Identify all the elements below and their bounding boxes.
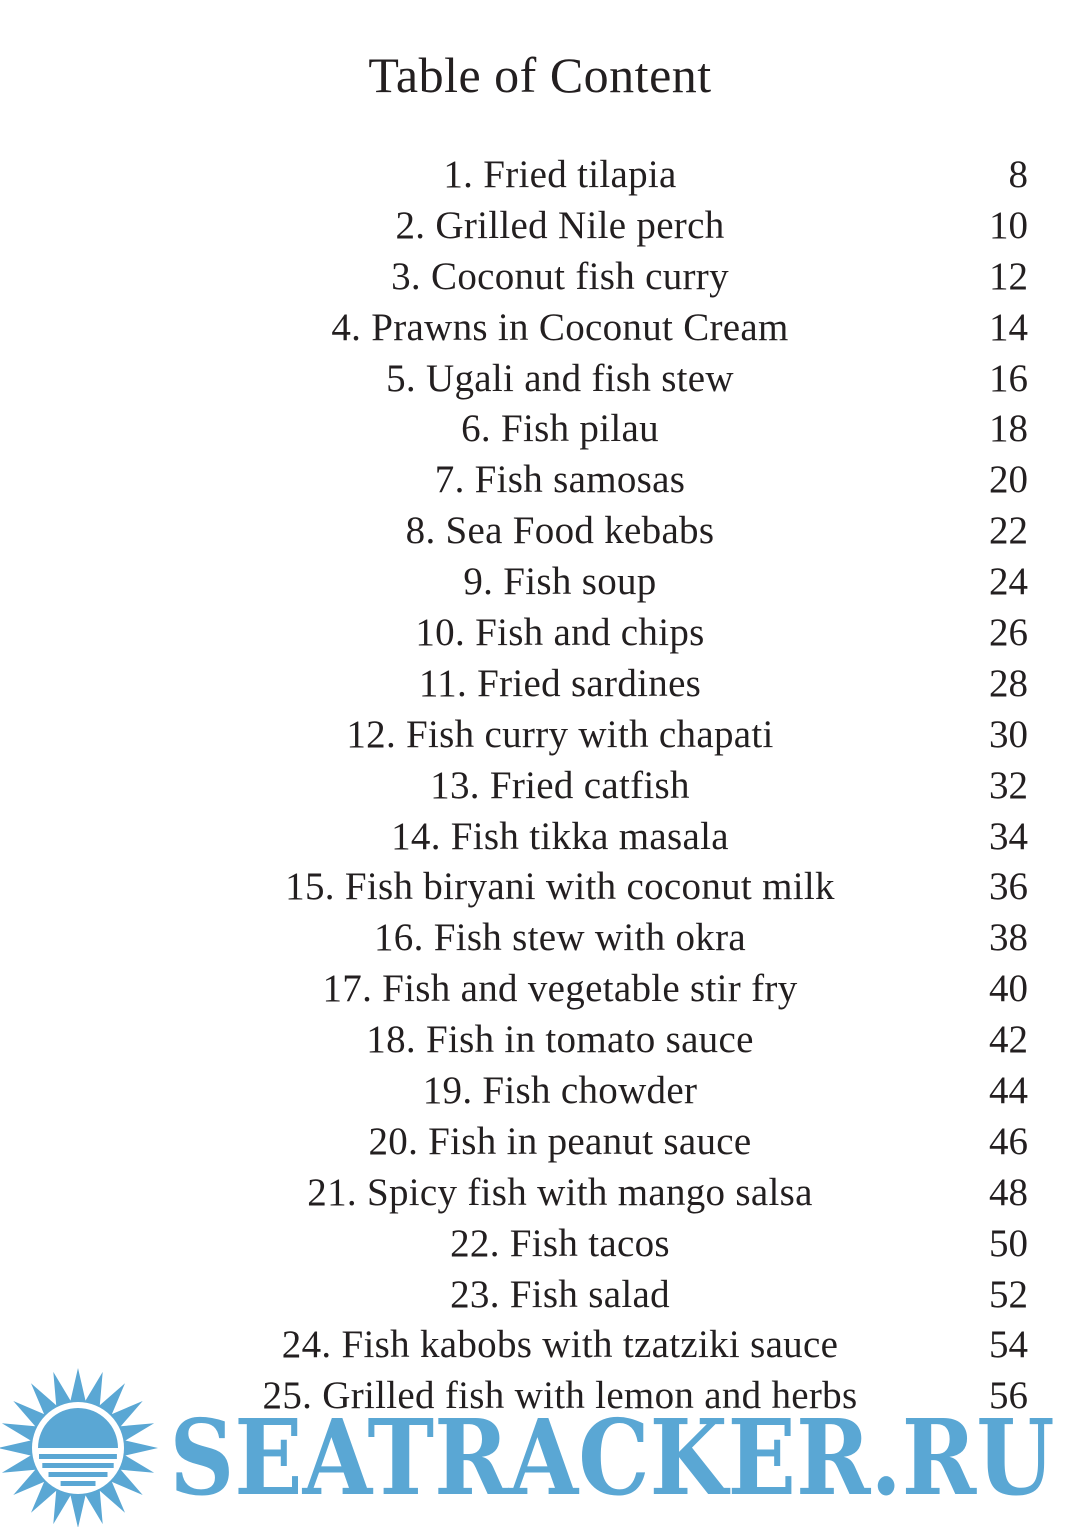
table-of-contents [0, 150, 1080, 1422]
toc-entry-title: 5. Ugali and fish stew [386, 356, 734, 400]
toc-entry[interactable] [0, 1270, 1080, 1321]
toc-entry-page-number: 48 [989, 1170, 1028, 1214]
watermark [0, 1368, 1080, 1527]
toc-entry-title: 23. Fish salad [450, 1272, 670, 1316]
toc-entry-page-number: 32 [989, 763, 1028, 807]
toc-entry-page-number: 12 [989, 254, 1028, 298]
toc-entry-page-number: 36 [989, 865, 1028, 909]
toc-entry-title: 21. Spicy fish with mango salsa [307, 1170, 813, 1214]
toc-entry[interactable] [0, 354, 1080, 405]
toc-entry-title: 24. Fish kabobs with tzatziki sauce [281, 1323, 839, 1367]
toc-entry-page-number: 28 [989, 661, 1028, 705]
toc-entry[interactable] [0, 404, 1080, 455]
toc-entry-title: 9. Fish soup [463, 560, 657, 604]
toc-entry[interactable] [0, 913, 1080, 964]
toc-entry[interactable] [0, 201, 1080, 252]
toc-entry-title: 18. Fish in tomato sauce [366, 1018, 754, 1062]
toc-entry-title: 19. Fish chowder [422, 1069, 698, 1113]
toc-entry-title: 25. Grilled fish with lemon and herbs [262, 1374, 858, 1418]
toc-entry[interactable] [0, 1219, 1080, 1270]
toc-entry-page-number: 50 [989, 1221, 1028, 1265]
toc-entry-page-number: 24 [989, 560, 1028, 604]
toc-entry-title: 1. Fried tilapia [443, 153, 677, 196]
toc-entry[interactable] [0, 1015, 1080, 1066]
page-title: Table of Content [368, 47, 712, 103]
toc-entry-title: 16. Fish stew with okra [374, 916, 746, 960]
toc-entry-page-number: 40 [989, 967, 1028, 1011]
toc-entry[interactable] [0, 964, 1080, 1015]
toc-entry[interactable] [0, 506, 1080, 557]
toc-entry[interactable] [0, 1168, 1080, 1219]
toc-entry-title: 13. Fried catfish [430, 763, 690, 807]
toc-entry-page-number: 8 [1008, 153, 1028, 196]
toc-entry-page-number: 20 [989, 458, 1028, 502]
toc-entry-title: 17. Fish and vegetable stir fry [322, 967, 798, 1011]
toc-entry-page-number: 52 [989, 1272, 1028, 1316]
toc-entry[interactable] [0, 608, 1080, 659]
toc-entry-title: 6. Fish pilau [461, 407, 659, 451]
toc-entry-page-number: 14 [989, 305, 1028, 349]
toc-entry-title: 8. Sea Food kebabs [405, 509, 715, 553]
toc-entry-title: 4. Prawns in Coconut Cream [331, 305, 789, 349]
toc-entry-page-number: 46 [989, 1119, 1028, 1163]
toc-entry-page-number: 34 [989, 814, 1028, 858]
toc-entry-title: 11. Fried sardines [418, 661, 702, 705]
toc-entry[interactable] [0, 1117, 1080, 1168]
toc-entry-title: 3. Coconut fish curry [391, 254, 729, 298]
toc-entry-page-number: 10 [989, 203, 1028, 247]
toc-entry[interactable] [0, 1320, 1080, 1371]
toc-entry[interactable] [0, 252, 1080, 303]
toc-entry-page-number: 16 [989, 356, 1028, 400]
toc-entry[interactable] [0, 761, 1080, 812]
watermark-text: SEATRACKER.RU [169, 1396, 1055, 1519]
toc-entry-title: 20. Fish in peanut sauce [368, 1119, 752, 1163]
toc-entry-title: 2. Grilled Nile perch [395, 203, 725, 247]
toc-entry-title: 22. Fish tacos [450, 1221, 670, 1265]
sun-over-sea-icon [0, 1368, 158, 1527]
toc-entry[interactable] [0, 150, 1080, 201]
toc-entry[interactable] [0, 812, 1080, 863]
toc-entry-page-number: 54 [989, 1323, 1028, 1367]
toc-entry-page-number: 44 [989, 1069, 1028, 1113]
toc-entry-page-number: 56 [989, 1374, 1028, 1418]
toc-entry-page-number: 30 [989, 712, 1028, 756]
toc-entry[interactable] [0, 710, 1080, 761]
toc-entry[interactable] [0, 1066, 1080, 1117]
toc-entry-title: 7. Fish samosas [434, 458, 686, 502]
toc-entry-page-number: 26 [989, 611, 1028, 655]
toc-entry-page-number: 42 [989, 1018, 1028, 1062]
toc-entry-page-number: 18 [989, 407, 1028, 451]
toc-entry[interactable] [0, 659, 1080, 710]
toc-entry-title: 10. Fish and chips [415, 611, 705, 655]
toc-entry-title: 14. Fish tikka masala [391, 814, 729, 858]
toc-entry-title: 12. Fish curry with chapati [346, 712, 774, 756]
toc-entry[interactable] [0, 303, 1080, 354]
toc-entry-title: 15. Fish biryani with coconut milk [285, 865, 835, 909]
toc-entry[interactable] [0, 557, 1080, 608]
toc-entry-page-number: 38 [989, 916, 1028, 960]
toc-entry[interactable] [0, 455, 1080, 506]
toc-entry-page-number: 22 [989, 509, 1028, 553]
toc-entry[interactable] [0, 862, 1080, 913]
